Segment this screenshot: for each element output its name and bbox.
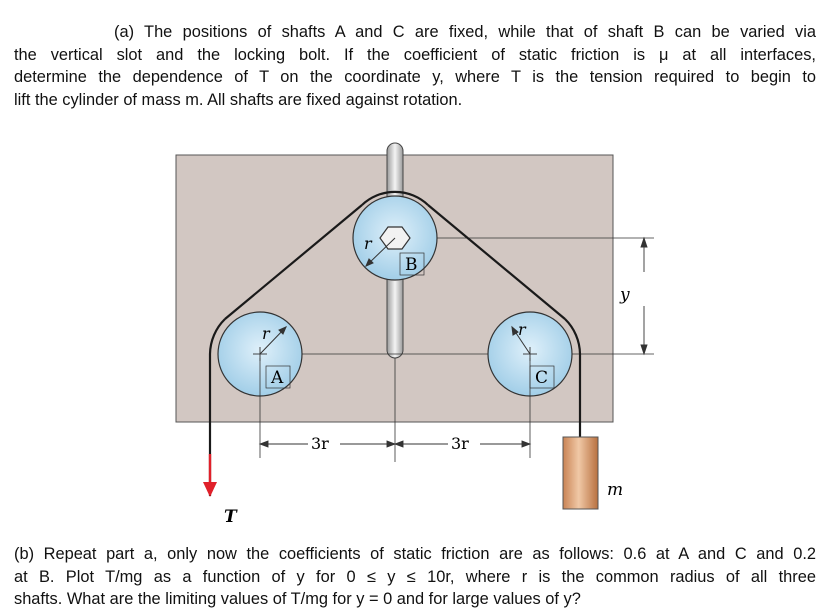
tension-arrow	[203, 454, 217, 497]
radius-label-a: r	[262, 324, 270, 343]
part-a-line-2: the vertical slot and the locking bolt. If the coefficient of static friction is μ at all interfaces,	[14, 45, 816, 64]
tension-label: T	[224, 507, 237, 527]
radius-label-c: r	[518, 320, 526, 339]
mass-label: m	[607, 480, 624, 500]
problem-part-a	[14, 21, 816, 111]
dimension-left-label: 3r	[311, 434, 329, 453]
part-b-line-3: shafts. What are the limiting values of T/mg for y = 0 and for large values of y?	[14, 590, 581, 608]
problem-part-b	[14, 543, 816, 611]
part-b-line-1: (b) Repeat part a, only now the coefficients of static friction are as follows: 0.6 at A and C and 0.2	[14, 545, 816, 563]
shaft-c-label: C	[535, 368, 549, 388]
part-a-line-1: (a) The positions of shafts A and C are fixed, while that of shaft B can be varied via	[114, 23, 816, 41]
part-a-line-4: lift the cylinder of mass m. All shafts are fixed against rotation.	[14, 90, 463, 109]
dimension-right-label: 3r	[451, 434, 469, 453]
coordinate-y-label: y	[620, 285, 630, 305]
mass-cylinder	[563, 437, 598, 509]
part-a-line-3: determine the dependence of T on the coordinate y, where T is the tension required to begin to	[14, 68, 816, 86]
part-b-line-2: at B. Plot T/mg as a function of y for 0 ≤ y ≤ 10r, where r is the common radius of all three	[14, 567, 816, 586]
radius-label-b: r	[364, 234, 372, 253]
shaft-a-label: A	[271, 368, 284, 388]
shaft-b-label: B	[405, 255, 418, 275]
pulley-figure	[0, 140, 829, 540]
